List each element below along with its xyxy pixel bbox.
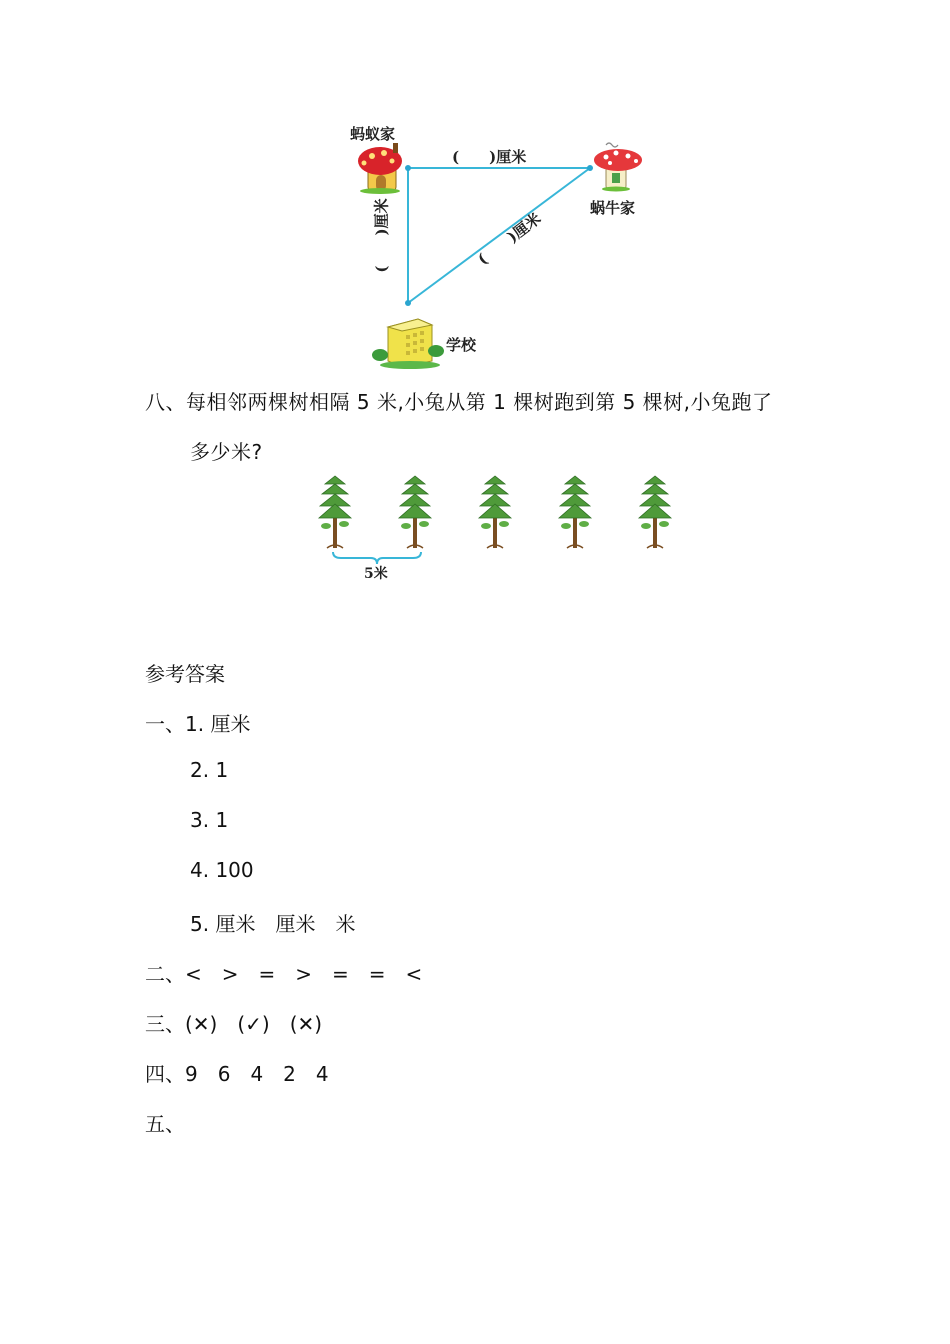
answer-1-item-4: 4. 100 xyxy=(190,858,254,882)
answer-3-item-3: (✕) xyxy=(289,1012,323,1036)
answer-3-row xyxy=(145,1008,322,1037)
tree-icon xyxy=(399,476,431,548)
answer-2-value: < > = > = = < xyxy=(185,962,423,986)
answer-3-prefix: 三、 xyxy=(145,1012,185,1036)
answers-heading: 参考答案 xyxy=(145,662,225,686)
question-8-line2: 多少米? xyxy=(190,440,263,464)
tree-icon xyxy=(319,476,351,548)
blank-diagonal-distance: ( )厘米 xyxy=(474,209,545,269)
answer-4-row xyxy=(145,1058,329,1087)
tree-icon xyxy=(479,476,511,548)
answer-1-item-3: 3. 1 xyxy=(190,808,229,832)
brace-label: 5米 xyxy=(364,566,388,582)
answer-1-item-1: 1. 厘米 xyxy=(185,712,251,736)
answer-1-prefix: 一、 xyxy=(145,712,185,736)
answer-1-row xyxy=(145,708,250,737)
question-8-line1: 八、每相邻两棵树相隔 5 米,小兔从第 1 棵树跑到第 5 棵树,小兔跑了 xyxy=(145,390,773,414)
snail-house-icon xyxy=(594,143,642,192)
answer-2-row xyxy=(145,958,422,987)
ant-house-icon xyxy=(358,143,402,194)
school-label: 学校 xyxy=(446,336,477,354)
tree-icon xyxy=(559,476,591,548)
blank-left-distance: ( )厘米 xyxy=(372,198,391,273)
answer-3-item-2: (✓) xyxy=(237,1012,270,1036)
snail-home-label: 蜗牛家 xyxy=(590,199,636,217)
answer-2-prefix: 二、 xyxy=(145,962,185,986)
school-building-icon xyxy=(372,319,444,369)
answer-5-prefix: 五、 xyxy=(145,1112,185,1136)
ant-home-label: 蚂蚁家 xyxy=(350,125,396,143)
answer-4-value: 9 6 4 2 4 xyxy=(185,1062,329,1086)
blank-top-distance: ( )厘米 xyxy=(452,148,527,166)
answer-3-item-1: (✕) xyxy=(185,1012,218,1036)
tree-icon xyxy=(639,476,671,548)
answer-1-item-2: 2. 1 xyxy=(190,758,229,782)
answer-4-prefix: 四、 xyxy=(145,1062,185,1086)
answer-1-item-5: 5. 厘米 厘米 米 xyxy=(190,912,356,936)
